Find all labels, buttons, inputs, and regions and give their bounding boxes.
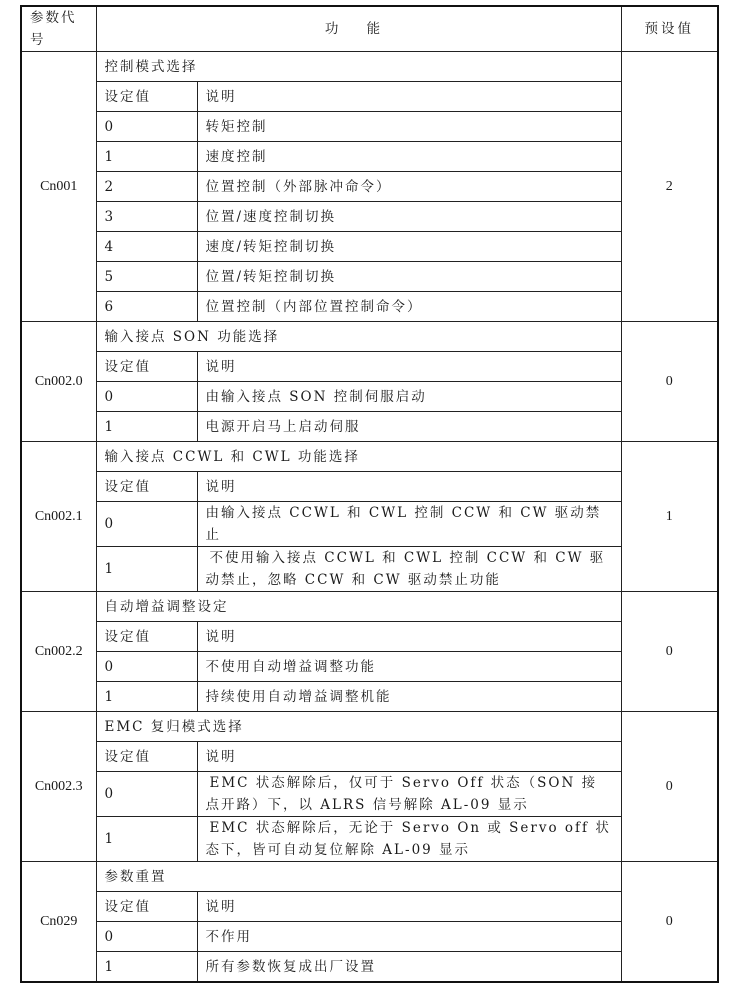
option-row (21, 772, 718, 817)
param-subheader-row (21, 352, 718, 382)
option-row (21, 952, 718, 983)
subheader-description: 说明 (197, 622, 621, 652)
option-row (21, 817, 718, 862)
option-value: 0 (96, 772, 197, 817)
param-subheader-row (21, 622, 718, 652)
param-title: 输入接点 CCWL 和 CWL 功能选择 (96, 442, 621, 472)
option-value: 1 (96, 547, 197, 592)
param-title-row (21, 322, 718, 352)
option-row (21, 412, 718, 442)
subheader-description: 说明 (197, 82, 621, 112)
param-code: Cn029 (21, 862, 96, 983)
subheader-setting: 设定值 (96, 742, 197, 772)
subheader-setting: 设定值 (96, 622, 197, 652)
option-value: 1 (96, 142, 197, 172)
option-row (21, 682, 718, 712)
option-row (21, 112, 718, 142)
option-row (21, 202, 718, 232)
option-row (21, 292, 718, 322)
parameter-table-body (21, 52, 718, 983)
param-default-value: 0 (621, 712, 718, 862)
param-subheader-row (21, 82, 718, 112)
option-value: 3 (96, 202, 197, 232)
option-value: 0 (96, 502, 197, 547)
param-title-row (21, 592, 718, 622)
param-title: 控制模式选择 (96, 52, 621, 82)
param-title: 参数重置 (96, 862, 621, 892)
option-description: 速度/转矩控制切换 (197, 232, 621, 262)
subheader-description: 说明 (197, 742, 621, 772)
header-function: 功 能 (96, 6, 621, 52)
option-row (21, 172, 718, 202)
option-row (21, 547, 718, 592)
param-code: Cn001 (21, 52, 96, 322)
param-title-row (21, 712, 718, 742)
option-description: 位置控制（外部脉冲命令） (197, 172, 621, 202)
param-title-row (21, 52, 718, 82)
option-value: 0 (96, 922, 197, 952)
subheader-setting: 设定值 (96, 82, 197, 112)
option-description: EMC 状态解除后，无论于 Servo On 或 Servo off 状态下，皆可自动复位解除 AL-09 显示 (197, 817, 621, 862)
option-description: 位置控制（内部位置控制命令） (197, 292, 621, 322)
option-description: EMC 状态解除后，仅可于 Servo Off 状态（SON 接点开路）下，以 ALRS 信号解除 AL-09 显示 (197, 772, 621, 817)
param-default-value: 0 (621, 322, 718, 442)
option-value: 2 (96, 172, 197, 202)
option-value: 1 (96, 952, 197, 983)
option-description: 不使用输入接点 CCWL 和 CWL 控制 CCW 和 CW 驱动禁止，忽略 CCW 和 CW 驱动禁止功能 (197, 547, 621, 592)
option-description: 不作用 (197, 922, 621, 952)
param-title: EMC 复归模式选择 (96, 712, 621, 742)
subheader-description: 说明 (197, 352, 621, 382)
option-row (21, 652, 718, 682)
option-description: 所有参数恢复成出厂设置 (197, 952, 621, 983)
param-title: 输入接点 SON 功能选择 (96, 322, 621, 352)
header-row (21, 6, 718, 52)
option-description: 转矩控制 (197, 112, 621, 142)
subheader-setting: 设定值 (96, 892, 197, 922)
option-row (21, 262, 718, 292)
option-value: 1 (96, 682, 197, 712)
param-title-row (21, 442, 718, 472)
option-value: 6 (96, 292, 197, 322)
param-subheader-row (21, 742, 718, 772)
option-value: 0 (96, 382, 197, 412)
param-default-value: 0 (621, 862, 718, 983)
option-value: 0 (96, 652, 197, 682)
param-subheader-row (21, 472, 718, 502)
option-description: 由输入接点 SON 控制伺服启动 (197, 382, 621, 412)
subheader-description: 说明 (197, 472, 621, 502)
subheader-description: 说明 (197, 892, 621, 922)
option-description: 速度控制 (197, 142, 621, 172)
param-code: Cn002.3 (21, 712, 96, 862)
option-description: 由输入接点 CCWL 和 CWL 控制 CCW 和 CW 驱动禁止 (197, 502, 621, 547)
param-title: 自动增益调整设定 (96, 592, 621, 622)
option-value: 1 (96, 817, 197, 862)
option-value: 0 (96, 112, 197, 142)
param-code: Cn002.0 (21, 322, 96, 442)
option-description: 位置/转矩控制切换 (197, 262, 621, 292)
option-description: 持续使用自动增益调整机能 (197, 682, 621, 712)
option-description: 位置/速度控制切换 (197, 202, 621, 232)
param-default-value: 1 (621, 442, 718, 592)
option-description: 不使用自动增益调整功能 (197, 652, 621, 682)
option-row (21, 232, 718, 262)
param-subheader-row (21, 892, 718, 922)
option-description: 电源开启马上启动伺服 (197, 412, 621, 442)
option-row (21, 502, 718, 547)
option-row (21, 922, 718, 952)
param-code: Cn002.1 (21, 442, 96, 592)
param-default-value: 0 (621, 592, 718, 712)
param-default-value: 2 (621, 52, 718, 322)
parameter-table (20, 5, 719, 983)
header-default: 预设值 (621, 6, 718, 52)
option-row (21, 142, 718, 172)
subheader-setting: 设定值 (96, 352, 197, 382)
param-title-row (21, 862, 718, 892)
subheader-setting: 设定值 (96, 472, 197, 502)
header-code: 参数代号 (21, 6, 96, 52)
option-value: 4 (96, 232, 197, 262)
option-value: 5 (96, 262, 197, 292)
option-row (21, 382, 718, 412)
option-value: 1 (96, 412, 197, 442)
param-code: Cn002.2 (21, 592, 96, 712)
